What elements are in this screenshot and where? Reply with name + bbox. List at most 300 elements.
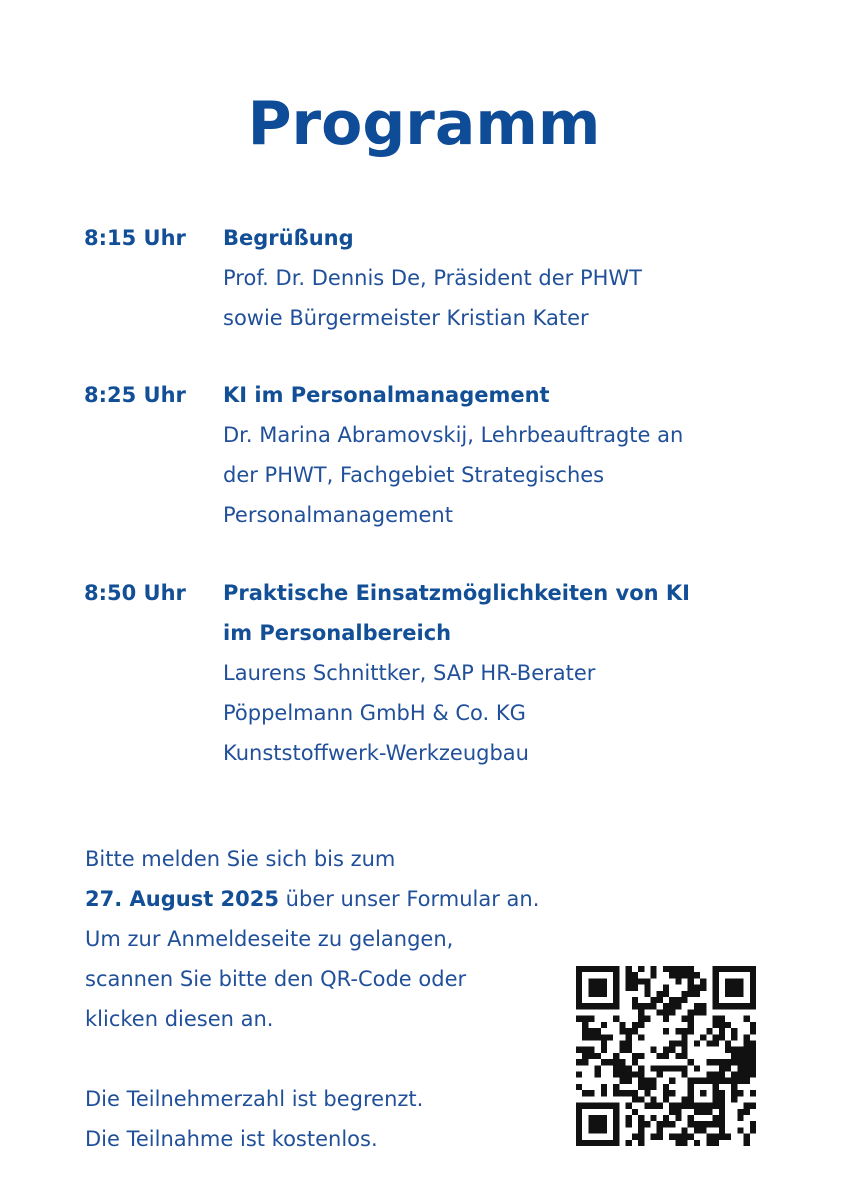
qr-module <box>588 1115 594 1121</box>
qr-module <box>638 1115 644 1121</box>
qr-module <box>613 978 619 984</box>
qr-module <box>731 978 737 984</box>
qr-module <box>576 1103 582 1109</box>
qr-module <box>613 1134 619 1140</box>
qr-module <box>638 1078 644 1084</box>
qr-module <box>700 1009 706 1015</box>
qr-module <box>607 1103 613 1109</box>
qr-module <box>682 1034 688 1040</box>
qr-module <box>613 1084 619 1090</box>
qr-module <box>638 1022 644 1028</box>
qr-module <box>613 1003 619 1009</box>
qr-module <box>638 1003 644 1009</box>
qr-module <box>682 1072 688 1078</box>
qr-module <box>750 1103 756 1109</box>
qr-module <box>675 1140 681 1146</box>
qr-module <box>706 1028 712 1034</box>
qr-module <box>595 1053 601 1059</box>
qr-module <box>719 1022 725 1028</box>
qr-module <box>644 1103 650 1109</box>
qr-module <box>576 1016 582 1022</box>
qr-module <box>582 1090 588 1096</box>
qr-module <box>576 978 582 984</box>
qr-module <box>582 1053 588 1059</box>
qr-module <box>713 1121 719 1127</box>
qr-module <box>601 1127 607 1133</box>
qr-module <box>750 1047 756 1053</box>
qr-module <box>700 1090 706 1096</box>
qr-module <box>744 1040 750 1046</box>
qr-module <box>582 1016 588 1022</box>
qr-module <box>613 991 619 997</box>
qr-module <box>694 991 700 997</box>
qr-module <box>700 1109 706 1115</box>
qr-module <box>731 1072 737 1078</box>
qr-module <box>601 1103 607 1109</box>
qr-module <box>626 985 632 991</box>
qr-code-icon[interactable] <box>576 966 756 1146</box>
qr-module <box>582 1047 588 1053</box>
agenda-detail: der PHWT, Fachgebiet Strategisches <box>223 463 605 487</box>
qr-module <box>725 978 731 984</box>
qr-module <box>576 985 582 991</box>
qr-module <box>619 1047 625 1053</box>
qr-module <box>688 1009 694 1015</box>
agenda-time: 8:25 Uhr <box>84 383 186 407</box>
qr-module <box>719 966 725 972</box>
qr-module <box>657 1127 663 1133</box>
qr-module <box>601 1084 607 1090</box>
qr-module <box>638 978 644 984</box>
qr-module <box>601 1034 607 1040</box>
qr-module <box>644 1090 650 1096</box>
qr-module <box>601 1003 607 1009</box>
qr-module <box>713 1078 719 1084</box>
qr-module <box>713 978 719 984</box>
qr-module <box>744 1140 750 1146</box>
qr-module <box>700 978 706 984</box>
qr-module <box>669 1078 675 1084</box>
qr-module <box>632 978 638 984</box>
agenda-heading: Praktische Einsatzmöglichkeiten von KI <box>223 581 690 605</box>
qr-module <box>582 1140 588 1146</box>
qr-module <box>725 1047 731 1053</box>
qr-module <box>626 1103 632 1109</box>
qr-module <box>688 1096 694 1102</box>
agenda-heading: KI im Personalmanagement <box>223 383 550 407</box>
qr-module <box>576 1059 582 1065</box>
qr-module <box>750 1040 756 1046</box>
qr-module <box>737 1072 743 1078</box>
qr-module <box>582 1034 588 1040</box>
qr-module <box>601 991 607 997</box>
qr-module <box>601 1121 607 1127</box>
qr-module <box>663 1009 669 1015</box>
qr-module <box>595 1127 601 1133</box>
qr-module <box>737 1053 743 1059</box>
qr-module <box>713 1016 719 1022</box>
qr-module <box>700 985 706 991</box>
qr-module <box>688 972 694 978</box>
qr-module <box>619 1022 625 1028</box>
qr-module <box>688 1121 694 1127</box>
qr-module <box>694 1109 700 1115</box>
qr-module <box>576 1109 582 1115</box>
qr-module <box>744 1047 750 1053</box>
qr-module <box>675 972 681 978</box>
qr-module <box>576 991 582 997</box>
qr-module <box>638 1009 644 1015</box>
qr-module <box>706 1059 712 1065</box>
qr-module <box>619 1040 625 1046</box>
qr-module <box>725 1078 731 1084</box>
qr-module <box>688 1016 694 1022</box>
qr-module <box>638 1034 644 1040</box>
qr-module <box>613 1109 619 1115</box>
qr-module <box>744 966 750 972</box>
qr-module <box>632 1072 638 1078</box>
qr-module <box>588 991 594 997</box>
qr-module <box>601 1090 607 1096</box>
qr-module <box>669 1047 675 1053</box>
qr-module <box>595 978 601 984</box>
qr-module <box>582 1022 588 1028</box>
qr-module <box>694 1003 700 1009</box>
qr-module <box>688 1028 694 1034</box>
qr-module <box>737 1127 743 1133</box>
qr-module <box>725 985 731 991</box>
qr-module <box>731 1059 737 1065</box>
qr-module <box>632 997 638 1003</box>
qr-module <box>638 1053 644 1059</box>
qr-module <box>744 1003 750 1009</box>
qr-module <box>731 985 737 991</box>
qr-module <box>688 978 694 984</box>
qr-module <box>688 1059 694 1065</box>
registration-text: Bitte melden Sie sich bis zum <box>85 847 396 871</box>
qr-module <box>706 1040 712 1046</box>
qr-module <box>682 1096 688 1102</box>
qr-module <box>713 1059 719 1065</box>
qr-module <box>688 1090 694 1096</box>
qr-module <box>694 1009 700 1015</box>
qr-module <box>706 1121 712 1127</box>
qr-module <box>644 1016 650 1022</box>
qr-module <box>650 1065 656 1071</box>
qr-module <box>750 1059 756 1065</box>
qr-module <box>626 1028 632 1034</box>
agenda-detail: Laurens Schnittker, SAP HR-Berater <box>223 661 596 685</box>
qr-module <box>675 1134 681 1140</box>
qr-module <box>663 1028 669 1034</box>
qr-module <box>682 1065 688 1071</box>
qr-module <box>669 1003 675 1009</box>
qr-module <box>638 1084 644 1090</box>
qr-module <box>588 1103 594 1109</box>
qr-module <box>719 1127 725 1133</box>
qr-module <box>588 966 594 972</box>
qr-module <box>669 997 675 1003</box>
qr-module <box>626 1090 632 1096</box>
qr-module <box>682 1140 688 1146</box>
qr-module <box>582 1103 588 1109</box>
qr-module <box>632 985 638 991</box>
qr-module <box>744 1103 750 1109</box>
qr-module <box>750 1090 756 1096</box>
qr-module <box>582 1059 588 1065</box>
qr-module <box>725 966 731 972</box>
qr-module <box>731 1084 737 1090</box>
qr-module <box>613 1121 619 1127</box>
qr-module <box>613 1059 619 1065</box>
qr-module <box>626 1040 632 1046</box>
participant-limit-note: Die Teilnehmerzahl ist begrenzt. <box>85 1087 424 1111</box>
qr-module <box>607 1059 613 1065</box>
qr-module <box>626 966 632 972</box>
qr-module <box>682 1127 688 1133</box>
qr-module <box>601 1040 607 1046</box>
qr-module <box>713 1096 719 1102</box>
qr-module <box>588 1140 594 1146</box>
registration-text: Um zur Anmeldeseite zu gelangen, <box>85 927 454 951</box>
agenda-time: 8:15 Uhr <box>84 226 186 250</box>
qr-module <box>607 1003 613 1009</box>
qr-module <box>719 1059 725 1065</box>
qr-module <box>650 1084 656 1090</box>
qr-module <box>719 1109 725 1115</box>
qr-module <box>750 1003 756 1009</box>
qr-module <box>719 1115 725 1121</box>
qr-module <box>750 985 756 991</box>
qr-module <box>576 1072 582 1078</box>
agenda-detail: sowie Bürgermeister Kristian Kater <box>223 306 589 330</box>
qr-module <box>731 1096 737 1102</box>
qr-module <box>682 972 688 978</box>
qr-module <box>675 1115 681 1121</box>
qr-module <box>713 991 719 997</box>
qr-module <box>682 1134 688 1140</box>
qr-module <box>731 1090 737 1096</box>
qr-module <box>638 1134 644 1140</box>
qr-module <box>576 1127 582 1133</box>
qr-module <box>601 1059 607 1065</box>
qr-module <box>588 1053 594 1059</box>
qr-module <box>700 1121 706 1127</box>
qr-module <box>731 991 737 997</box>
agenda-detail: Dr. Marina Abramovskij, Lehrbeauftragte an <box>223 423 684 447</box>
qr-module <box>619 1072 625 1078</box>
qr-module <box>675 1028 681 1034</box>
qr-module <box>737 1059 743 1065</box>
qr-module <box>663 991 669 997</box>
qr-module <box>582 1028 588 1034</box>
registration-text: scannen Sie bitte den QR-Code oder <box>85 967 467 991</box>
qr-module <box>669 966 675 972</box>
agenda-content <box>223 573 783 773</box>
qr-module <box>682 1016 688 1022</box>
qr-module <box>750 1065 756 1071</box>
qr-module <box>588 1090 594 1096</box>
qr-module <box>657 1053 663 1059</box>
registration-deadline: 27. August 2025 <box>85 887 279 911</box>
qr-module <box>601 1047 607 1053</box>
qr-module <box>669 1134 675 1140</box>
qr-module <box>588 1028 594 1034</box>
qr-module <box>750 1127 756 1133</box>
qr-module <box>576 972 582 978</box>
qr-module <box>632 1090 638 1096</box>
qr-module <box>638 1072 644 1078</box>
qr-module <box>682 1028 688 1034</box>
qr-module <box>650 1103 656 1109</box>
qr-module <box>576 1084 582 1090</box>
qr-module <box>650 1003 656 1009</box>
qr-module <box>737 1109 743 1115</box>
qr-module <box>725 1022 731 1028</box>
qr-module <box>632 1059 638 1065</box>
qr-module <box>731 1078 737 1084</box>
qr-module <box>663 1115 669 1121</box>
qr-module <box>725 991 731 997</box>
qr-module <box>657 1134 663 1140</box>
qr-module <box>650 1115 656 1121</box>
qr-module <box>731 1047 737 1053</box>
qr-module <box>663 985 669 991</box>
page-title: Programm <box>247 89 601 159</box>
qr-module <box>731 1028 737 1034</box>
qr-module <box>650 972 656 978</box>
qr-module <box>688 1022 694 1028</box>
qr-module <box>626 1065 632 1071</box>
qr-module <box>626 1034 632 1040</box>
qr-module <box>750 991 756 997</box>
qr-module <box>713 1084 719 1090</box>
qr-module <box>719 1034 725 1040</box>
qr-module <box>706 1078 712 1084</box>
qr-module <box>632 972 638 978</box>
qr-module <box>694 1140 700 1146</box>
agenda-heading: Begrüßung <box>223 226 354 250</box>
qr-module <box>576 1047 582 1053</box>
qr-module <box>632 1096 638 1102</box>
qr-module <box>719 1103 725 1109</box>
qr-module <box>657 1065 663 1071</box>
qr-module <box>588 1047 594 1053</box>
qr-module <box>588 978 594 984</box>
qr-module <box>657 1072 663 1078</box>
qr-module <box>725 1134 731 1140</box>
registration-info <box>85 839 555 1159</box>
qr-module <box>694 1127 700 1133</box>
qr-module <box>663 1090 669 1096</box>
qr-module <box>626 1121 632 1127</box>
qr-module <box>663 1003 669 1009</box>
agenda-content <box>223 375 783 535</box>
qr-module <box>650 966 656 972</box>
qr-module <box>613 1065 619 1071</box>
qr-module <box>737 978 743 984</box>
qr-module <box>682 966 688 972</box>
qr-module <box>713 966 719 972</box>
qr-module <box>750 1053 756 1059</box>
qr-module <box>619 1059 625 1065</box>
qr-module <box>601 1022 607 1028</box>
qr-module <box>706 1140 712 1146</box>
qr-module <box>688 1084 694 1090</box>
qr-module <box>688 1115 694 1121</box>
qr-module <box>657 1121 663 1127</box>
qr-module <box>700 1127 706 1133</box>
qr-module <box>706 1072 712 1078</box>
registration-qr-code[interactable] <box>576 966 756 1146</box>
qr-module <box>595 991 601 997</box>
qr-module <box>613 966 619 972</box>
qr-module <box>750 1028 756 1034</box>
qr-module <box>588 1127 594 1133</box>
agenda-content <box>223 218 783 338</box>
qr-module <box>682 1047 688 1053</box>
qr-module <box>694 985 700 991</box>
qr-module <box>719 1003 725 1009</box>
qr-module <box>638 1096 644 1102</box>
qr-module <box>731 1003 737 1009</box>
qr-module <box>613 1127 619 1133</box>
qr-module <box>644 1121 650 1127</box>
qr-module <box>744 1109 750 1115</box>
qr-module <box>700 1034 706 1040</box>
qr-module <box>613 997 619 1003</box>
qr-module <box>657 1009 663 1015</box>
qr-module <box>650 1078 656 1084</box>
qr-module <box>613 985 619 991</box>
qr-module <box>632 1003 638 1009</box>
qr-module <box>737 1047 743 1053</box>
qr-module <box>613 1140 619 1146</box>
qr-module <box>669 1103 675 1109</box>
qr-module <box>700 1003 706 1009</box>
qr-module <box>601 966 607 972</box>
qr-module <box>675 1065 681 1071</box>
qr-module <box>644 978 650 984</box>
qr-module <box>607 1034 613 1040</box>
qr-module <box>626 972 632 978</box>
qr-module <box>644 1084 650 1090</box>
qr-module <box>632 1109 638 1115</box>
qr-module <box>744 1034 750 1040</box>
qr-module <box>576 1134 582 1140</box>
qr-module <box>601 985 607 991</box>
qr-module <box>638 1140 644 1146</box>
qr-module <box>731 1053 737 1059</box>
qr-module <box>744 1072 750 1078</box>
qr-module <box>725 1065 731 1071</box>
qr-module <box>638 1121 644 1127</box>
qr-module <box>737 1065 743 1071</box>
qr-module <box>576 1140 582 1146</box>
qr-module <box>694 1103 700 1109</box>
registration-deadline-line <box>85 879 555 919</box>
qr-module <box>744 1016 750 1022</box>
qr-module <box>737 991 743 997</box>
qr-module <box>650 1047 656 1053</box>
qr-module <box>694 972 700 978</box>
qr-module <box>663 1053 669 1059</box>
qr-module <box>694 1040 700 1046</box>
qr-module <box>576 997 582 1003</box>
qr-module <box>595 1115 601 1121</box>
qr-module <box>626 1115 632 1121</box>
qr-module <box>650 1134 656 1140</box>
